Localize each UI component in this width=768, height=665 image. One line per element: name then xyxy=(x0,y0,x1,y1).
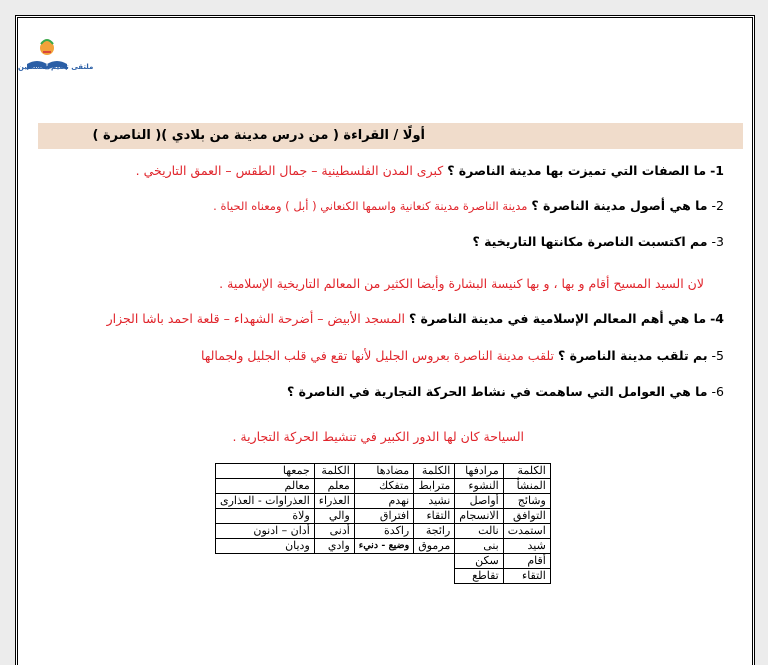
table-cell: وديان xyxy=(216,539,315,554)
table-header-cell: مضادها xyxy=(354,464,413,479)
table-cell: تقاطع xyxy=(455,569,503,584)
table-cell: سكن xyxy=(455,554,503,569)
answer-text: مدينة الناصرة مدينة كنعانية واسمها الكنعاني ( أبل ) ومعناه الحياة . xyxy=(213,199,528,213)
table-cell: معالم xyxy=(216,479,315,494)
table-cell: التقاء xyxy=(414,509,455,524)
book-logo-icon xyxy=(21,34,73,78)
table-empty-cell xyxy=(216,554,455,569)
question-text: بم تلقب مدينة الناصرة ؟ xyxy=(558,348,708,363)
table-cell: بنى xyxy=(455,539,503,554)
table-cell: مترابط xyxy=(414,479,455,494)
table-cell: رائجة xyxy=(414,524,455,539)
table-cell: نهدم xyxy=(354,494,413,509)
table-cell: معلم xyxy=(314,479,354,494)
table-row xyxy=(216,569,551,584)
table-row xyxy=(216,494,551,509)
question-text: مم اكتسبت الناصرة مكانتها التاريخية ؟ xyxy=(472,234,708,249)
table-cell: استمدت xyxy=(503,524,550,539)
logo xyxy=(21,34,73,78)
answer-3: لان السيد المسيح أقام و بها ، و بها كنيسة البشارة وأيضا الكثير من المعالم التاريخية الإسلامية . xyxy=(219,276,704,291)
table-row xyxy=(216,539,551,554)
table-cell: وادي xyxy=(314,539,354,554)
question-text: ما هي أهم المعالم الإسلامية في مدينة الناصرة ؟ xyxy=(408,311,707,326)
question-3 xyxy=(472,234,724,249)
table-cell: وضيع - دنيء xyxy=(354,539,413,554)
table-header-cell: الكلمة xyxy=(414,464,455,479)
table-cell: افتراق xyxy=(354,509,413,524)
table-cell: مرموق xyxy=(414,539,455,554)
document-page xyxy=(15,15,755,665)
table-cell: والي xyxy=(314,509,354,524)
question-1 xyxy=(136,163,724,178)
table-cell: أدنى xyxy=(314,524,354,539)
section-title: أولًا / القراءة ( من درس مدينة من بلادي )( الناصرة ) xyxy=(38,123,743,149)
table-cell: المنشأ xyxy=(503,479,550,494)
answer-text: المسجد الأبيض – أضرحة الشهداء – قلعة احمد باشا الجزار xyxy=(106,311,405,326)
question-text: ما هي العوامل التي ساهمت في نشاط الحركة التجارية في الناصرة ؟ xyxy=(287,384,708,399)
table-empty-cell xyxy=(216,569,455,584)
table-header-cell: جمعها xyxy=(216,464,315,479)
table-cell: الانسجام xyxy=(455,509,503,524)
table-cell: أواصل xyxy=(455,494,503,509)
table-header-cell: الكلمة xyxy=(503,464,550,479)
table-cell: راكدة xyxy=(354,524,413,539)
table-cell: التقاء xyxy=(503,569,550,584)
question-number: 1- xyxy=(710,163,724,178)
table-cell: ولاة xyxy=(216,509,315,524)
question-number: 5- xyxy=(711,348,724,363)
vocabulary-table xyxy=(215,463,551,584)
question-5 xyxy=(201,348,724,363)
table-header-cell: مرادفها xyxy=(455,464,503,479)
table-row xyxy=(216,554,551,569)
question-number: 4- xyxy=(710,311,724,326)
table-row xyxy=(216,479,551,494)
table-cell: متفكك xyxy=(354,479,413,494)
question-2 xyxy=(213,198,724,213)
table-row xyxy=(216,509,551,524)
table-header-row xyxy=(216,464,551,479)
table-row xyxy=(216,524,551,539)
table-cell: العذراوات - العذارى xyxy=(216,494,315,509)
question-text: ما هي أصول مدينة الناصرة ؟ xyxy=(531,198,708,213)
answer-text: تلقب مدينة الناصرة بعروس الجليل لأنها تقع في قلب الجليل ولجمالها xyxy=(201,348,555,363)
question-number: 3- xyxy=(711,234,724,249)
question-number: 6- xyxy=(711,384,724,399)
table-cell: أقام xyxy=(503,554,550,569)
table-cell: نالت xyxy=(455,524,503,539)
table-cell: النشوء xyxy=(455,479,503,494)
table-header-cell: الكلمة xyxy=(314,464,354,479)
question-4 xyxy=(107,311,724,326)
question-6 xyxy=(287,384,724,399)
table-cell: العذراء xyxy=(314,494,354,509)
logo-text: ملتقى تعليم فلسطين xyxy=(18,63,94,71)
question-text: ما الصفات التي تميزت بها مدينة الناصرة ؟ xyxy=(447,163,707,178)
table-cell: شيد xyxy=(503,539,550,554)
table-cell: وشائج xyxy=(503,494,550,509)
table-cell: التوافق xyxy=(503,509,550,524)
answer-6: السياحة كان لها الدور الكبير في تنشيط الحركة التجارية . xyxy=(232,429,524,444)
question-number: 2- xyxy=(711,198,724,213)
table-cell: أدان – ادنون xyxy=(216,524,315,539)
table-cell: نشيد xyxy=(414,494,455,509)
answer-text: كبرى المدن الفلسطينية – جمال الطقس – العمق التاريخي . xyxy=(135,163,444,178)
